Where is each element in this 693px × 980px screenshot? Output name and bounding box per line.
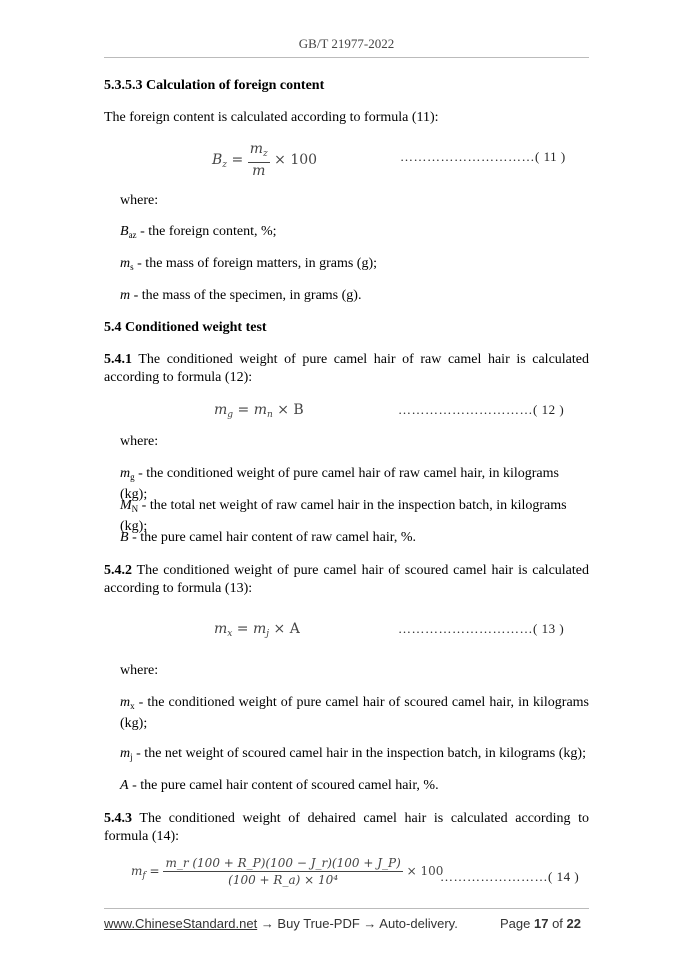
header-divider bbox=[104, 57, 589, 58]
definition-MN: $M_N$ - the total net weight of raw camel hair in the inspection batch, in kilograms (kg); bbox=[120, 498, 567, 534]
formula-14-leader: ……………………( 14 ) bbox=[440, 869, 580, 884]
definition-A: A - the pure camel hair content of scoured camel hair, %. bbox=[120, 778, 439, 793]
where-label: where: bbox=[120, 193, 159, 208]
site-link[interactable]: www.ChineseStandard.net bbox=[104, 916, 258, 931]
document-header: GB/T 21977-2022 bbox=[298, 36, 395, 51]
formula-12: $m_g = m_n \times B$ bbox=[214, 402, 304, 420]
page-footer bbox=[104, 916, 589, 931]
footer-divider bbox=[104, 908, 589, 909]
formula-12-leader: …………………………( 12 ) bbox=[398, 402, 565, 417]
formula-12-label: ( 12 ) bbox=[533, 402, 565, 417]
formula-14: $m_f$ = $\frac{m\_r (100 + R\_P)(100 - J\_r)(100 + J\_P)}{\text{(100 + R\_a) × 10⁴}}$ × 100 bbox=[131, 856, 444, 887]
formula-11-label: ( 11 ) bbox=[535, 149, 566, 164]
section-heading-5-4: 5.4 Conditioned weight test bbox=[104, 320, 267, 335]
formula-11: $B_z$ = $\frac{m_z}{m}$ × 100 bbox=[212, 141, 318, 179]
definition-mj: $m_j$ - the net weight of scoured camel hair in the inspection batch, in kilograms (kg); bbox=[120, 746, 586, 762]
formula-13: $m_x = m_j \times A$ bbox=[214, 621, 300, 639]
definition-mg: $m_g$ - the conditioned weight of pure camel hair of raw camel hair, in kilograms (kg); bbox=[120, 466, 559, 502]
definition-ms: $m_s$ - the mass of foreign matters, in grams (g); bbox=[120, 256, 378, 272]
formula-14-label: ( 14 ) bbox=[548, 869, 580, 884]
formula-13-label: ( 13 ) bbox=[533, 621, 565, 636]
paragraph-foreign-content-intro: The foreign content is calculated according to formula (11): bbox=[104, 110, 439, 125]
section-heading-5-3-5-3: 5.3.5.3 Calculation of foreign content bbox=[104, 78, 325, 93]
where-label: where: bbox=[120, 434, 159, 449]
formula-11-leader: …………………………( 11 ) bbox=[400, 149, 566, 164]
paragraph-5-4-2: 5.4.2 The conditioned weight of pure camel hair of scoured camel hair is calculated according to formula (13): bbox=[104, 563, 589, 596]
definition-m: m - the mass of the specimen, in grams (g). bbox=[120, 288, 362, 303]
page-counter: Page 17 of 22 bbox=[499, 916, 581, 931]
where-label: where: bbox=[120, 663, 159, 678]
formula-13-leader: …………………………( 13 ) bbox=[398, 621, 565, 636]
definition-baz: $B_{az}$ - the foreign content, %; bbox=[120, 224, 277, 240]
footer-promo: → Buy True-PDF → Auto-delivery. bbox=[257, 916, 458, 931]
paragraph-5-4-1: 5.4.1 The conditioned weight of pure camel hair of raw camel hair is calculated according to formula (12): bbox=[104, 352, 589, 385]
definition-mx: $m_x$ - the conditioned weight of pure camel hair of scoured camel hair, in kilograms (kg); bbox=[120, 695, 589, 731]
definition-B: B - the pure camel hair content of raw camel hair, %. bbox=[120, 530, 417, 545]
paragraph-5-4-3: 5.4.3 The conditioned weight of dehaired camel hair is calculated according to formula (14): bbox=[104, 811, 589, 844]
